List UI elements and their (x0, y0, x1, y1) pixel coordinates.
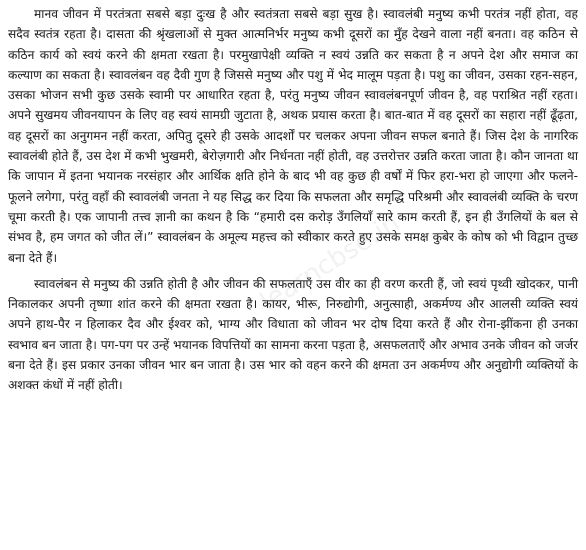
watermark: learncbse.in (255, 208, 406, 318)
paragraph-2: स्वावलंबन से मनुष्य की उन्नति होती है और जीवन की सफलताएँ उस वीर का ही वरण करती हैं, जो स्वयं पृथ्वी खोदकर, पानी निकालकर अपनी तृष्णा शांत करने की क्षमता रखता है। कायर, भीरू, निरुद्योगी, अनुत्साही, अकर्मण्य और आलसी व्यक्ति स्वयं अपने हाथ-पैर न हिलाकर दैव और ईश्वर को, भाग्य और विधाता को जीवन भर दोष दिया करते हैं और रोना-झींकना ही उनका स्वभाव बन जाता है। पग-पग पर उन्हें भयानक विपत्तियों का सामना करना पड़ता है, असफलताएँ और अभाव उनके जीवन को जर्जर बना देते हैं। इस प्रकार उनका जीवन भार बन जाता है। उस भार को वहन करने की क्षमता उन अकर्मण्य और अनुद्योगी व्यक्तियों के अशक्त कंधों में नहीं होती। (8, 276, 578, 393)
paragraph-1: मानव जीवन में परतंत्रता सबसे बड़ा दुःख है और स्वतंत्रता सबसे बड़ा सुख है। स्वावलंबी मनुष्य कभी परतंत्र नहीं होता, वह सदैव स्वतंत्र रहता है। दासता की श्रृंखलाओं से मुक्त आत्मनिर्भर मनुष्य कभी दूसरों का मुँह देखने वाला नहीं बनता। वह कठिन से कठिन कार्य को स्वयं करने की क्षमता रखता है। परमुखापेक्षी व्यक्ति न स्वयं उन्नति कर सकता है न अपने देश और समाज का कल्याण का सकता है। स्वावलंबन वह दैवी गुण है जिससे मनुष्य और पशु में भेद मालूम पड़ता है। पशु का जीवन, उसका रहन-सहन, उसका भोजन सभी कुछ उसके स्वामी पर आधारित रहता है, परंतु मनुष्य जीवन स्वावलंबनपूर्ण जीवन है, वह पराश्रित नहीं रहता। अपने सुखमय जीवनयापन के लिए वह स्वयं सामग्री जुटाता है, अथक प्रयास करता है। बात-बात में वह दूसरों का सहारा नहीं ढूँढ़ता, वह दूसरों का अनुगमन नहीं करता, अपितु दूसरे ही उसके आदर्शों पर चलकर अपना जीवन सफल बनाते हैं। जिस देश के नागरिक स्वावलंबी होते हैं, उस देश में कभी भुखमरी, बेरोज़गारी और निर्धनता नहीं होती, वह उत्तरोत्तर उन्नति करता जाता है। कौन जानता था कि जापान में इतना भयानक नरसंहार और आर्थिक क्षति होने के बाद भी वह कुछ ही वर्षों में फिर हरा-भरा हो जाएगा और फलने-फूलने लगेगा, परंतु वहाँ की स्वावलंबी जनता ने यह सिद्ध कर दिया कि सफलता और समृद्धि परिश्रमी और स्वावलंबी व्यक्ति के चरण चूमा करती है। एक जापानी तत्त्व ज्ञानी का कथन है कि “हमारी दस करोड़ उँगलियाँ सारे काम करती हैं, इन ही उँगलियों के बल से संभव है, हम जगत को जीत लें।” स्वावलंबन के अमूल्य महत्त्व को स्वीकार करते हुए उसके समक्ष कुबेर के कोष को भी विद्वान तुच्छ बना देते हैं। (8, 7, 578, 265)
